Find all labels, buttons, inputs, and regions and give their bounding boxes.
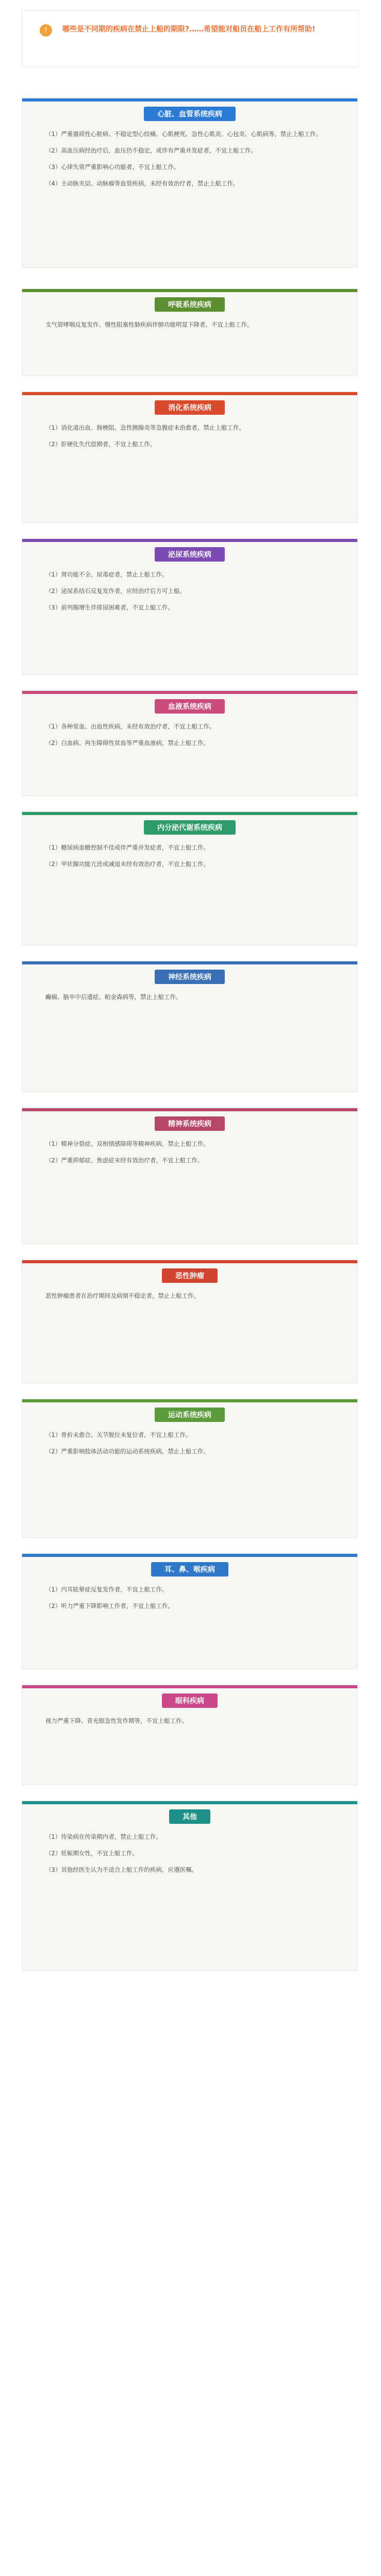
section-paragraph: （1）糖尿病血糖控制不佳或伴严重并发症者，不宜上船工作。 xyxy=(45,844,209,851)
section-paragraph: （4）主动脉夹层、动脉瘤等血管疾病，未经有效治疗者，禁止上船工作。 xyxy=(45,180,239,187)
section-s8 xyxy=(22,1108,358,1244)
section-accent-bar xyxy=(22,1801,357,1804)
section-accent-bar xyxy=(22,691,357,694)
section-s13 xyxy=(22,1801,358,1971)
section-paragraph: （1）内耳眩晕症反复发作者，不宜上船工作。 xyxy=(45,1586,168,1593)
section-paragraph: （3）前列腺增生伴排尿困难者，不宜上船工作。 xyxy=(45,604,174,611)
section-accent-bar xyxy=(22,1399,357,1402)
section-s7 xyxy=(22,961,358,1092)
section-s11 xyxy=(22,1553,358,1669)
section-title: 恶性肿瘤 xyxy=(162,1268,218,1283)
section-accent-bar xyxy=(22,392,357,395)
section-title: 精神系统疾病 xyxy=(155,1116,225,1131)
section-paragraph: （1）骨折未愈合、关节脱位未复位者，不宜上船工作。 xyxy=(45,1431,192,1438)
section-title: 心脏、血管系统疾病 xyxy=(144,107,236,121)
section-accent-bar xyxy=(22,1260,357,1263)
section-title: 呼吸系统疾病 xyxy=(155,297,225,312)
section-paragraph: （3）其他经医生认为不适合上船工作的疾病，应遵医嘱。 xyxy=(45,1866,197,1873)
section-title: 泌尿系统疾病 xyxy=(155,547,225,562)
section-paragraph: （2）白血病、再生障碍性贫血等严重血液病，禁止上船工作。 xyxy=(45,739,209,747)
section-paragraph: （2）肝硬化失代偿期者，不宜上船工作。 xyxy=(45,440,156,448)
section-s3 xyxy=(22,392,358,523)
section-title: 其他 xyxy=(169,1809,210,1824)
section-paragraph: （2）甲状腺功能亢进或减退未经有效治疗者，不宜上船工作。 xyxy=(45,860,209,868)
section-paragraph: （2）泌尿系结石反复发作者，应经治疗后方可上船。 xyxy=(45,587,186,595)
section-title: 运动系统疾病 xyxy=(155,1408,225,1422)
section-accent-bar xyxy=(22,812,357,815)
section-paragraph: 恶性肿瘤患者在治疗期间及病情不稳定者，禁止上船工作。 xyxy=(45,1292,200,1299)
section-paragraph: （1）肾功能不全、尿毒症者，禁止上船工作。 xyxy=(45,571,168,578)
banner xyxy=(22,10,359,67)
section-paragraph: 视力严重下降、青光眼急性发作期等，不宜上船工作。 xyxy=(45,1717,188,1724)
section-paragraph: 支气管哮喘反复发作、慢性阻塞性肺疾病伴肺功能明显下降者，不宜上船工作。 xyxy=(45,321,253,328)
section-paragraph: 癫痫、脑卒中后遗症、帕金森病等，禁止上船工作。 xyxy=(45,993,182,1001)
section-title: 眼科疾病 xyxy=(162,1693,218,1708)
section-s6 xyxy=(22,811,358,945)
section-s12 xyxy=(22,1685,358,1785)
section-accent-bar xyxy=(22,289,357,292)
section-s9 xyxy=(22,1260,358,1383)
banner-text: 哪些是不同期的疾病在禁止上船的期限?……希望能对船员在船上工作有所帮助! xyxy=(62,25,316,33)
section-accent-bar xyxy=(22,1554,357,1557)
section-title: 神经系统疾病 xyxy=(155,970,225,984)
section-paragraph: （3）心律失常严重影响心功能者，不宜上船工作。 xyxy=(45,163,180,171)
section-paragraph: （1）消化道出血、肠梗阻、急性胰腺炎等急腹症未治愈者，禁止上船工作。 xyxy=(45,424,245,431)
section-paragraph: （2）严重影响肢体活动功能的运动系统疾病，禁止上船工作。 xyxy=(45,1448,209,1455)
section-accent-bar xyxy=(22,98,357,101)
section-s5 xyxy=(22,690,358,796)
section-title: 血液系统疾病 xyxy=(155,699,225,714)
section-paragraph: （2）妊娠期女性，不宜上船工作。 xyxy=(45,1850,138,1857)
section-accent-bar xyxy=(22,539,357,542)
section-s10 xyxy=(22,1399,358,1538)
section-paragraph: （1）严重器质性心脏病、不稳定型心绞痛、心肌梗死、急性心肌炎、心包炎、心肌病等，禁止上船工作。 xyxy=(45,130,322,138)
info-icon: ! xyxy=(40,24,52,37)
section-paragraph: （1）精神分裂症、双相情感障碍等精神疾病，禁止上船工作。 xyxy=(45,1140,209,1147)
section-s2 xyxy=(22,289,358,376)
section-accent-bar xyxy=(22,961,357,964)
section-title: 消化系统疾病 xyxy=(155,400,225,415)
section-title: 耳、鼻、喉疾病 xyxy=(151,1562,228,1577)
section-s4 xyxy=(22,538,358,675)
section-paragraph: （2）听力严重下降影响工作者，不宜上船工作。 xyxy=(45,1602,174,1609)
section-paragraph: （2）高血压病经治疗后，血压仍不稳定，或伴有严重并发症者，不宜上船工作。 xyxy=(45,147,257,154)
section-paragraph: （1）各种贫血、出血性疾病，未经有效治疗者，不宜上船工作。 xyxy=(45,723,216,730)
section-accent-bar xyxy=(22,1108,357,1111)
section-accent-bar xyxy=(22,1685,357,1688)
section-title: 内分泌代谢系统疾病 xyxy=(144,820,236,835)
section-paragraph: （1）传染病在传染期内者，禁止上船工作。 xyxy=(45,1833,162,1840)
section-paragraph: （2）严重抑郁症、焦虑症未经有效治疗者，不宜上船工作。 xyxy=(45,1157,204,1164)
section-s1 xyxy=(22,98,358,268)
